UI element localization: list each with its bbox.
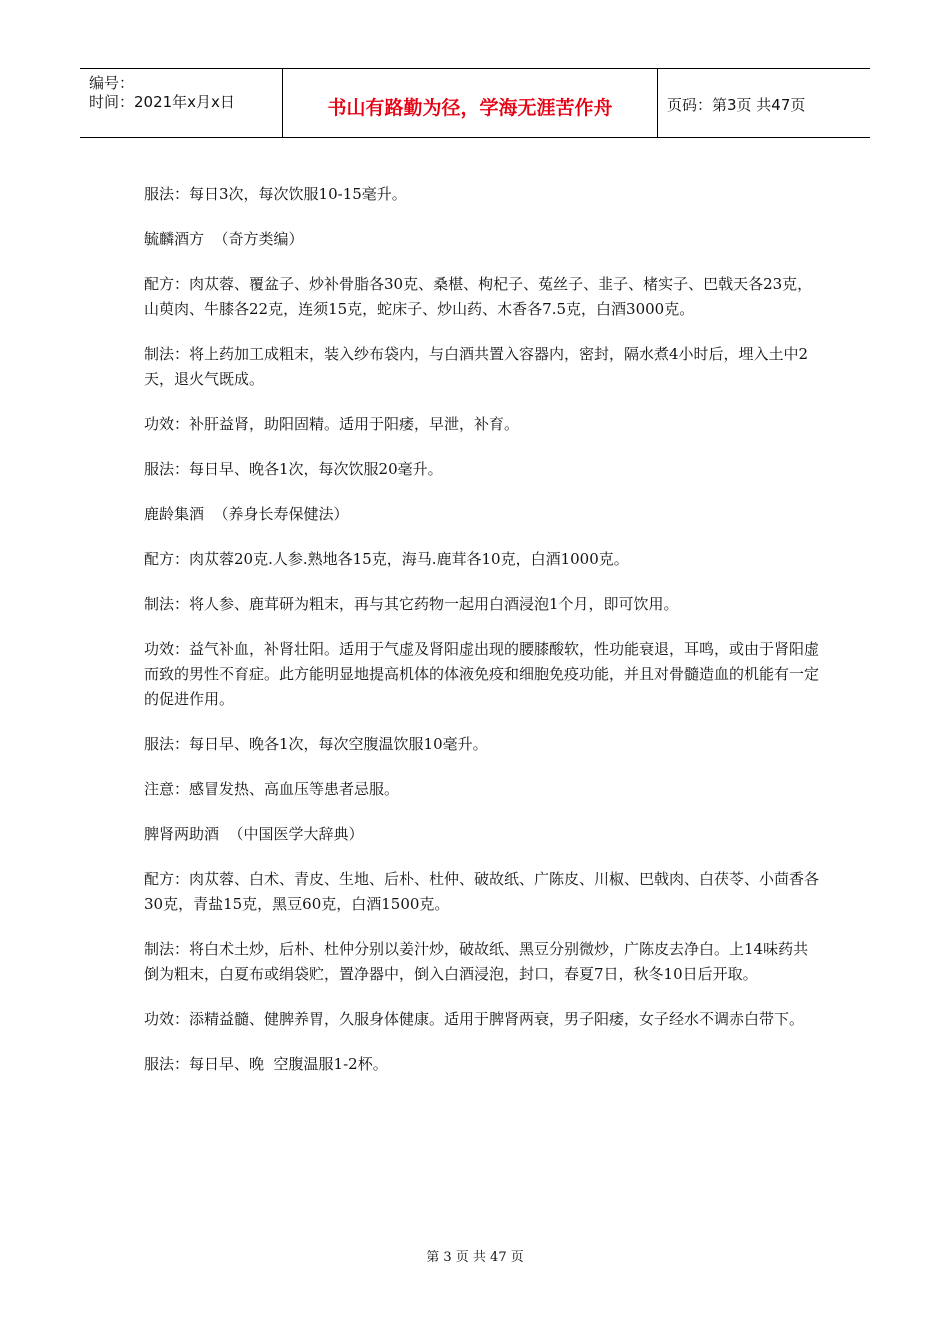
paragraph: 服法：每日早、晚各1次，每次空腹温饮服10毫升。: [144, 735, 488, 753]
section-title: 鹿龄集酒 （养身长寿保健法）: [144, 505, 349, 523]
header-right-cell: [658, 69, 870, 137]
document-body: [144, 182, 820, 1097]
section-title: 脾肾两助酒 （中国医学大辞典）: [144, 825, 364, 843]
paragraph: 服法：每日3次，每次饮服10-15毫升。: [144, 185, 407, 203]
paragraph: 配方：肉苁蓉、白术、青皮、生地、后朴、杜仲、破故纸、广陈皮、川椒、巴戟肉、白茯苓、小茴香各30克，青盐15克，黑豆60克，白酒1500克。: [144, 870, 820, 913]
paragraph: 注意：感冒发热、高血压等患者忌服。: [144, 780, 400, 798]
paragraph: 功效：益气补血，补肾壮阳。适用于气虚及肾阳虚出现的腰膝酸软，性功能衰退，耳鸣，或由于肾阳虚而致的男性不育症。此方能明显地提高机体的体液免疫和细胞免疫功能，并且对骨髓造血的机能有一定的促进作用。: [144, 640, 820, 708]
paragraph: 服法：每日早、晚各1次，每次饮服20毫升。: [144, 460, 443, 478]
header-motto: 书山有路勤为径，学海无涯苦作舟: [327, 97, 613, 119]
document-time-label: 时间：2021年x月x日: [89, 93, 235, 111]
paragraph: 服法：每日早、晚 空腹温服1-2杯。: [144, 1055, 388, 1073]
paragraph: 配方：肉苁蓉、覆盆子、炒补骨脂各30克、桑椹、枸杞子、菟丝子、韭子、楮实子、巴戟天各23克，山萸肉、牛膝各22克，连须15克，蛇床子、炒山药、木香各7.5克，白酒3000克。: [144, 275, 813, 318]
paragraph: 功效：添精益髓、健脾养胃，久服身体健康。适用于脾肾两衰，男子阳痿，女子经水不调赤白带下。: [144, 1010, 805, 1028]
header-page-code: 页码：第3页 共47页: [667, 96, 806, 114]
document-number-label: 编号：: [89, 74, 135, 92]
paragraph: 功效：补肝益肾，助阳固精。适用于阳痿，早泄，补育。: [144, 415, 520, 433]
paragraph: 制法：将白术土炒，后朴、杜仲分别以姜汁炒，破故纸、黑豆分别微炒，广陈皮去净白。上14味药共倒为粗末，白夏布或绢袋贮，置净器中，倒入白酒浸泡，封口，春夏7日，秋冬10日后开取。: [144, 940, 809, 983]
paragraph: 制法：将人参、鹿茸研为粗末，再与其它药物一起用白酒浸泡1个月，即可饮用。: [144, 595, 679, 613]
paragraph: 制法：将上药加工成粗末，装入纱布袋内，与白酒共置入容器内，密封，隔水煮4小时后，埋入土中2天，退火气既成。: [144, 345, 809, 388]
header-left-cell: [80, 69, 283, 137]
header-middle-cell: [283, 69, 658, 137]
section-title: 毓麟酒方 （奇方类编）: [144, 230, 304, 248]
paragraph: 配方：肉苁蓉20克.人参.熟地各15克，海马.鹿茸各10克，白酒1000克。: [144, 550, 629, 568]
page-header: [80, 68, 870, 138]
page-footer: 第 3 页 共 47 页: [426, 1250, 524, 1265]
